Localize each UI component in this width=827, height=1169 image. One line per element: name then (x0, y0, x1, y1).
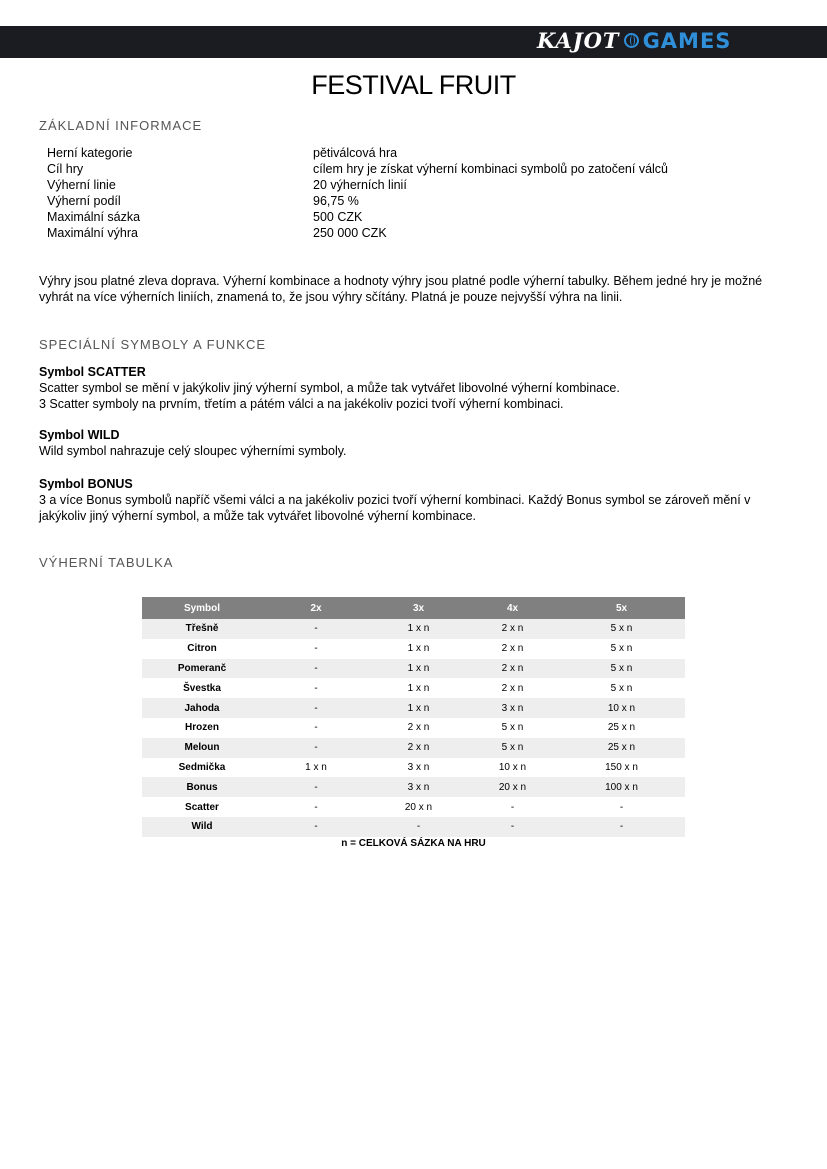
symbol-name: Pomeranč (142, 659, 262, 679)
symbol-name: Hrozen (185, 722, 219, 734)
symbol-name: Wild (142, 817, 262, 837)
table-row (142, 738, 685, 758)
section-heading-paytable: VÝHERNÍ TABULKA (39, 555, 174, 570)
wild-title: Symbol WILD (39, 428, 120, 442)
table-row (142, 659, 685, 679)
payout-cell: - (262, 777, 370, 797)
symbol-name: Třešně (142, 619, 262, 639)
payout-cell: 5 x n (467, 738, 558, 758)
payout-cell: 2 x n (501, 682, 524, 694)
symbol-name: Meloun (142, 738, 262, 758)
payout-cell: - (314, 682, 318, 694)
table-row (142, 678, 685, 698)
payout-cell: 5 x n (610, 682, 633, 694)
header-bar (0, 26, 827, 58)
payout-cell: 3 x n (370, 777, 467, 797)
payout-cell: 1 x n (370, 698, 467, 718)
info-label: Cíl hry (47, 162, 84, 176)
table-row (142, 619, 685, 639)
table-row (142, 797, 685, 817)
symbol-name: Scatter (185, 801, 219, 813)
info-row (47, 225, 668, 241)
payout-cell: 20 x n (467, 777, 558, 797)
scatter-block (39, 364, 799, 412)
payout-cell: - (262, 619, 370, 639)
table-row (142, 777, 685, 797)
payout-cell: 2 x n (467, 619, 558, 639)
payout-cell: - (467, 817, 558, 837)
section-heading-special: SPECIÁLNÍ SYMBOLY A FUNKCE (39, 337, 267, 352)
table-row (142, 817, 685, 837)
payout-cell: - (510, 801, 515, 813)
symbol-name: Citron (187, 643, 217, 655)
payout-cell: - (314, 722, 318, 734)
info-value: pětiválcová hra (313, 146, 398, 160)
payout-cell: 3 x n (407, 761, 430, 773)
info-label: Výherní podíl (47, 194, 121, 208)
payout-cell: 10 x n (558, 698, 685, 718)
column-header: 2x (262, 597, 370, 619)
info-row (47, 209, 668, 225)
info-label: Maximální sázka (47, 210, 141, 224)
column-header: 4x (467, 597, 558, 619)
symbol-name: Bonus (142, 777, 262, 797)
table-row (142, 718, 685, 738)
info-value: 500 CZK (313, 210, 363, 224)
payout-cell: - (314, 801, 318, 813)
payout-cell: - (262, 698, 370, 718)
section-heading-basic: ZÁKLADNÍ INFORMACE (39, 118, 203, 133)
paytable (142, 597, 685, 837)
info-row (47, 161, 668, 177)
wild-block (39, 427, 799, 459)
payout-cell: 5 x n (610, 643, 633, 655)
payout-cell: 1 x n (407, 682, 430, 694)
payout-cell: 2 x n (467, 659, 558, 679)
paytable-note: n = CELKOVÁ SÁZKA NA HRU (341, 838, 486, 849)
rules-paragraph: Výhry jsou platné zleva doprava. Výherní kombinace a hodnoty výhry jsou platné podle výherní tabulky. Během jedné hry je možné vyhrát na více výherních liniích, znamená to, že jsou výhry sčítány. Platná je pouze nejvyšší výhra na linii. (39, 274, 763, 304)
paytable-header-row (142, 597, 685, 619)
kajot-games-logo (537, 28, 731, 53)
info-row (47, 145, 668, 161)
table-row (142, 698, 685, 718)
column-header: 5x (558, 597, 685, 619)
payout-cell: 1 x n (407, 643, 430, 655)
payout-cell: 1 x n (370, 619, 467, 639)
payout-cell: - (370, 817, 467, 837)
payout-cell: 25 x n (558, 738, 685, 758)
payout-cell: 20 x n (404, 801, 433, 813)
info-value: 96,75 % (313, 194, 359, 208)
info-label: Maximální výhra (47, 226, 138, 240)
symbol-name: Švestka (183, 682, 221, 694)
payout-cell: 3 x n (467, 698, 558, 718)
scatter-text-2: 3 Scatter symboly na prvním, třetím a pátém válci a na jakékoliv pozici tvoří výherní kombinaci. (39, 397, 564, 411)
column-header: 3x (370, 597, 467, 619)
payout-cell: - (558, 817, 685, 837)
payout-cell: 2 x n (407, 722, 430, 734)
page-title: FESTIVAL FRUIT (311, 70, 516, 100)
column-header: Symbol (142, 597, 262, 619)
info-value: 250 000 CZK (313, 226, 387, 240)
payout-cell: - (262, 817, 370, 837)
payout-cell: - (314, 643, 318, 655)
logo-text-games: GAMES (642, 28, 732, 53)
info-value: cílem hry je získat výherní kombinaci symbolů po zatočení válců (313, 162, 669, 176)
basic-info-list (47, 145, 668, 241)
table-row (142, 758, 685, 778)
bonus-text: 3 a více Bonus symbolů napříč všemi válci a na jakékoliv pozici tvoří výherní kombinaci. Každý Bonus symbol se zároveň mění v jakýkoliv jiný výherní symbol, a může tak vytvářet libovolné výherní kombinace. (39, 493, 751, 523)
payout-cell: 1 x n (370, 659, 467, 679)
payout-cell: 5 x n (501, 722, 524, 734)
payout-cell: - (262, 738, 370, 758)
info-row (47, 193, 668, 209)
info-value: 20 výherních linií (313, 178, 407, 192)
payout-cell: 5 x n (558, 659, 685, 679)
payout-cell: 10 x n (498, 761, 527, 773)
info-row (47, 177, 668, 193)
payout-cell: 1 x n (305, 761, 327, 773)
payout-cell: 25 x n (607, 722, 636, 734)
scatter-title: Symbol SCATTER (39, 365, 146, 379)
info-label: Výherní linie (47, 178, 116, 192)
payout-cell: 100 x n (558, 777, 685, 797)
scatter-text-1: Scatter symbol se mění v jakýkoliv jiný výherní symbol, a může tak vytvářet libovolné výherní kombinace. (39, 381, 620, 395)
bonus-title: Symbol BONUS (39, 477, 133, 491)
payout-cell: - (619, 801, 624, 813)
wild-text: Wild symbol nahrazuje celý sloupec výherními symboly. (39, 444, 347, 458)
table-row (142, 639, 685, 659)
payout-cell: 150 x n (605, 761, 638, 773)
symbol-name: Jahoda (142, 698, 262, 718)
info-label: Herní kategorie (47, 146, 133, 160)
logo-text-kajot: KAJOT (537, 28, 620, 53)
bonus-block (39, 476, 799, 524)
symbol-name: Sedmička (178, 761, 226, 773)
payout-cell: - (262, 659, 370, 679)
payout-cell: 5 x n (558, 619, 685, 639)
payout-cell: 2 x n (501, 643, 524, 655)
payout-cell: 2 x n (370, 738, 467, 758)
globe-icon (624, 33, 639, 48)
